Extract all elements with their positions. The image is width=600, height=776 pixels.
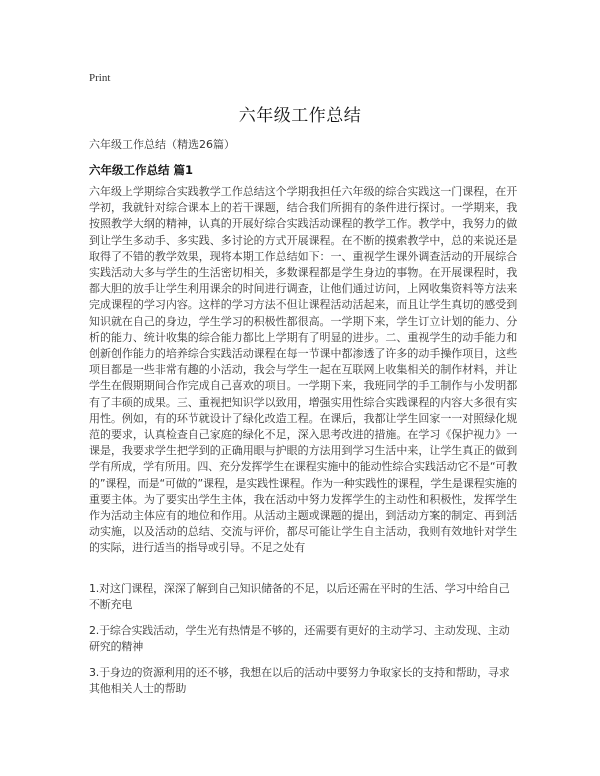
print-link[interactable]: Print — [89, 72, 111, 84]
document-title: 六年级工作总结 — [238, 106, 362, 126]
list-item: 1.对这门课程，深深了解到自己知识储备的不足，以后还需在平时的生活、学习中给自己不断充电 — [89, 582, 510, 612]
document-subtitle: 六年级工作总结（精选26篇） — [89, 138, 235, 151]
list-item: 3.于身边的资源利用的还不够，我想在以后的活动中要努力争取家长的支持和帮助，寻求其他相关人士的帮助 — [89, 666, 510, 696]
body-paragraph: 六年级上学期综合实践教学工作总结这个学期我担任六年级的综合实践这一门课程，在开学初，我就针对综合课本上的若干课题，结合我们所拥有的条件进行探讨。一学期来，我按照教学大纲的精神，认真的开展好综合实践活动课程的教学工作。教学中，我努力的做到让学生多动手、多实践、多讨论的方式开展课程。在不断的摸索教学中，总的来说还是取得了不错的教学效果，现将本期工作总结如下：一、重视学生课外调查活动的开展综合实践活动大多与学生的生活密切相关，多数课程都是学生身边的事物。在开展课程时，我都大胆的放手让学生利用课余的时间进行调查，让他们通过访问，上网收集资料等方法来完成课程的学习内容。这样的学习方法不但让课程活动活起来，而且让学生真切的感受到知识就在自己的身边，学生学习的积极性都很高。一学期下来，学生订立计划的能力、分析的能力、统计收集的综合能力都比上学期有了明显的进步。二、重视学生的动手能力和创新创作能力的培养综合实践活动课程在每一节课中都渗透了许多的动手操作项目，这些项目都是一些非常有趣的小活动，我会与学生一起在互联网上收集相关的制作材料，并让学生在假期期间合作完成自己喜欢的项目。一学期下来，我班同学的手工制作与小发明都有了丰硕的成果。三、重视把知识学以致用，增强实用性综合实践课程的内容大多很有实用性。例如，有的环节就设计了绿化改造工程。在课后，我都让学生回家一一对照绿化规范的要求，认真检查自己家庭的绿化不足，深入思考改进的措施。在学习《保护视力》一课是，我要求学生把学到的正确用眼与护眼的方法用到学习生活中来，让学生真正的做到学有所成，学有所用。四、充分发挥学生在课程实施中的能动性综合实践活动它不是“可教的”课程，而是“可做的”课程，是实践性课程。作为一种实践性的课程，学生是课程实施的重要主体。为了要实出学生主体，我在活动中努力发挥学生的主动性和积极性，发挥学生作为活动主体应有的地位和作用。从活动主题或课题的提出，到活动方案的制定、再到活动实施，以及活动的总结、交流与评价，都尽可能让学生自主活动，我则有效地针对学生的实际，进行适当的指导或引导。不足之处有 — [89, 185, 517, 555]
list-item: 2.于综合实践活动，学生光有热情是不够的，还需要有更好的主动学习、主动发现、主动研究的精神 — [89, 624, 510, 654]
section-heading: 六年级工作总结 篇1 — [89, 163, 194, 177]
